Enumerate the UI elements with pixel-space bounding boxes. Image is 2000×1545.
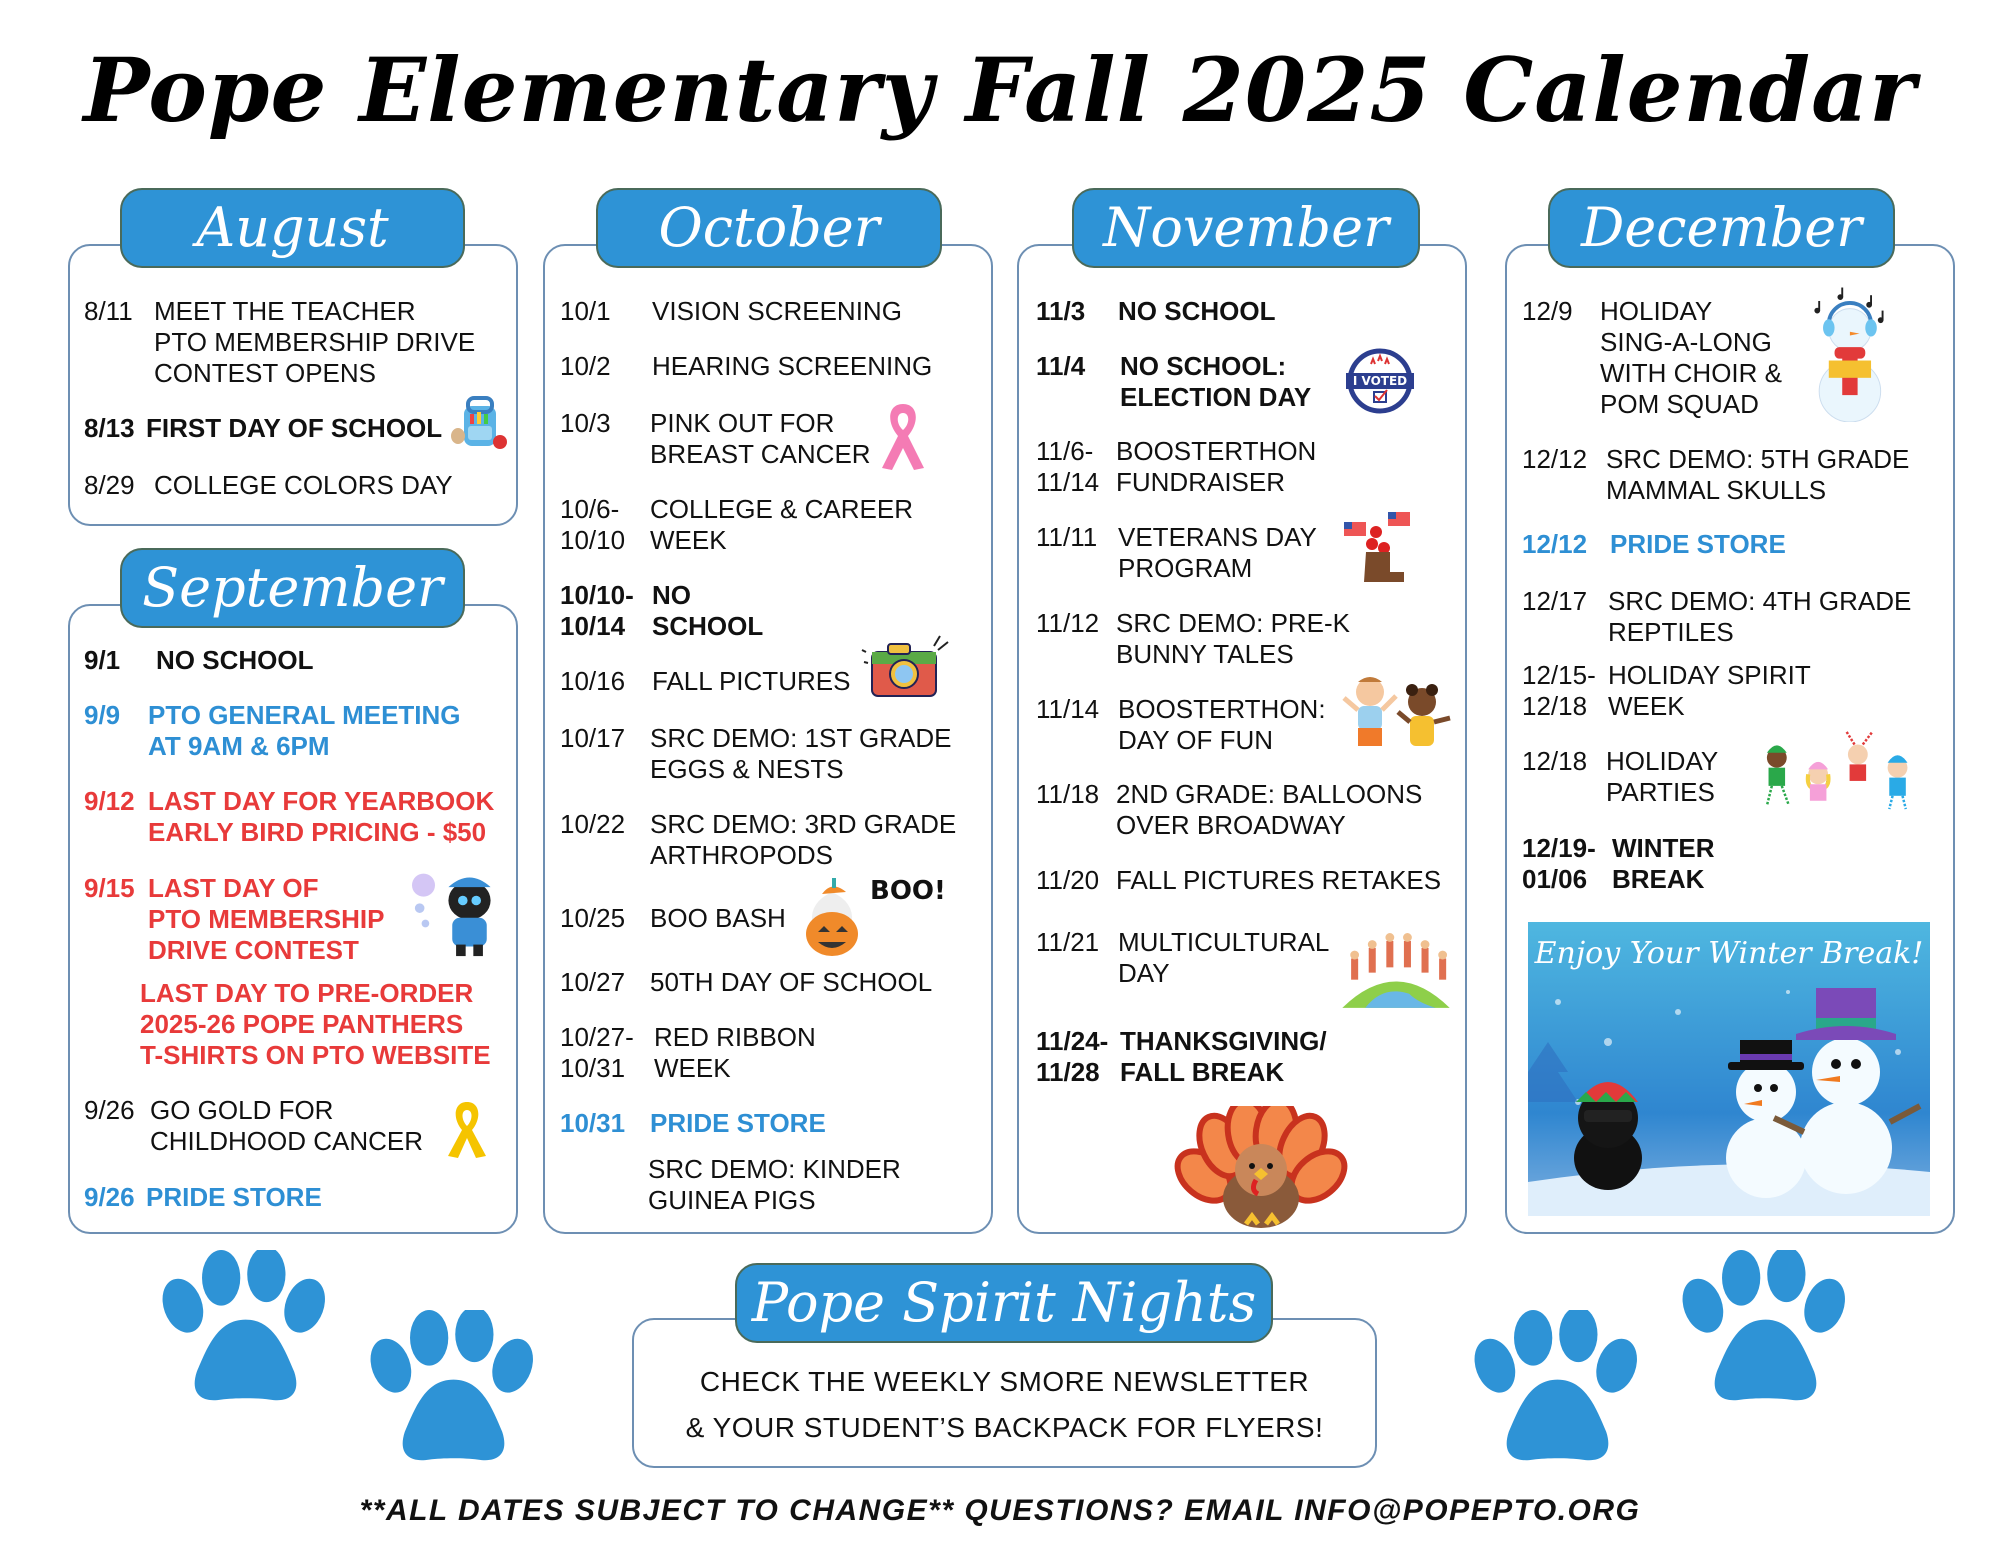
event-text: VETERANS DAY PROGRAM	[1118, 522, 1317, 583]
event-date: 9/12	[84, 786, 135, 816]
boots-flags-icon	[1340, 508, 1414, 584]
footer-note: **ALL DATES SUBJECT TO CHANGE** QUESTIONS? EMAIL INFO@POPEPTO.ORG	[359, 1494, 1641, 1527]
event-date: 9/26	[84, 1095, 135, 1125]
event-text: HOLIDAY SING-A-LONG WITH CHOIR & POM SQUAD	[1600, 296, 1782, 419]
event-date: 11/14	[1036, 694, 1100, 724]
event-date: 10/16	[560, 666, 626, 696]
event-date: 11/3	[1036, 296, 1086, 326]
event-date: 10/27- 10/31	[560, 1022, 634, 1083]
event-text: PINK OUT FOR BREAST CANCER	[650, 408, 871, 469]
event-text: SRC DEMO: 5TH GRADE MAMMAL SKULLS	[1606, 444, 1910, 505]
event-date: 11/12	[1036, 608, 1100, 638]
event-date: 11/21	[1036, 927, 1100, 957]
page-title: Pope Elementary Fall 2025 Calendar	[83, 38, 1917, 142]
event-text: WINTER BREAK	[1612, 833, 1715, 894]
event-text: FALL PICTURES RETAKES	[1116, 865, 1442, 895]
event-text: NO SCHOOL	[156, 645, 314, 675]
event-date: 11/11	[1036, 522, 1098, 552]
pink-ribbon-icon	[876, 400, 930, 474]
event-date: 10/17	[560, 723, 626, 753]
event-text: SRC DEMO: KINDER GUINEA PIGS	[648, 1154, 901, 1215]
paw-print-icon	[1470, 1310, 1645, 1470]
spirit-line-1: CHECK THE WEEKLY SMORE NEWSLETTER	[699, 1366, 1310, 1397]
event-date: 10/10- 10/14	[560, 580, 634, 641]
event-date: 10/1	[560, 296, 611, 326]
event-text: THANKSGIVING/ FALL BREAK	[1120, 1026, 1327, 1087]
paw-print-icon	[1678, 1250, 1853, 1410]
event-date: 10/25	[560, 903, 626, 933]
event-text: SRC DEMO: 1ST GRADE EGGS & NESTS	[650, 723, 952, 784]
event-text: FALL PICTURES	[652, 666, 851, 696]
event-date: 11/24- 11/28	[1036, 1026, 1109, 1087]
elves-icon	[1740, 728, 1936, 814]
event-text: PRIDE STORE	[650, 1108, 826, 1138]
event-text: SRC DEMO: PRE-K BUNNY TALES	[1116, 608, 1351, 669]
event-text: GO GOLD FOR CHILDHOOD CANCER	[150, 1095, 424, 1156]
event-date: 12/12	[1522, 529, 1588, 559]
event-date: 12/18	[1522, 746, 1588, 776]
event-text: HOLIDAY SPIRIT WEEK	[1608, 660, 1811, 721]
event-date: 10/6- 10/10	[560, 494, 626, 555]
kids-on-globe-icon	[1330, 930, 1462, 1010]
event-text: HOLIDAY PARTIES	[1606, 746, 1719, 807]
event-text: NO SCHOOL	[1118, 296, 1276, 326]
singing-snowman-icon	[1800, 276, 1896, 422]
event-text: BOO BASH	[650, 903, 786, 933]
event-text: HEARING SCREENING	[652, 351, 933, 381]
event-date: 12/15- 12/18	[1522, 660, 1596, 721]
october-header: October	[596, 188, 942, 268]
event-text: NO SCHOOL: ELECTION DAY	[1120, 351, 1312, 412]
event-date: 10/3	[560, 408, 611, 438]
event-date: 8/13	[84, 413, 135, 443]
september-header: September	[120, 548, 465, 628]
camera-icon	[858, 632, 952, 702]
event-text: SRC DEMO: 3RD GRADE ARTHROPODS	[650, 809, 957, 870]
event-date: 8/11	[84, 296, 133, 326]
backpack-icon	[450, 392, 510, 452]
event-date: 10/22	[560, 809, 626, 839]
august-header: August	[120, 188, 465, 268]
event-text: COLLEGE COLORS DAY	[154, 470, 453, 500]
event-date: 12/9	[1522, 296, 1573, 326]
spirit-line-2: & YOUR STUDENT’S BACKPACK FOR FLYERS!	[685, 1412, 1324, 1443]
event-date: 8/29	[84, 470, 135, 500]
event-date: 9/26	[84, 1182, 135, 1212]
pumpkin-ghost-icon	[800, 872, 864, 958]
turkey-icon	[1168, 1106, 1354, 1230]
spirit-nights-header: Pope Spirit Nights	[735, 1263, 1273, 1343]
event-text: RED RIBBON WEEK	[654, 1022, 816, 1083]
event-date: 10/27	[560, 967, 626, 997]
event-date: 9/15	[84, 873, 135, 903]
event-text: LAST DAY FOR YEARBOOK EARLY BIRD PRICING - $50	[148, 786, 495, 847]
event-text: NO SCHOOL	[652, 580, 764, 641]
boo-badge: BOO!	[870, 876, 946, 906]
event-date: 10/2	[560, 351, 611, 381]
event-text: MEET THE TEACHER PTO MEMBERSHIP DRIVE CONTEST OPENS	[154, 296, 476, 388]
november-header: November	[1072, 188, 1420, 268]
winter-break-banner	[1528, 922, 1930, 1216]
event-date: 11/6- 11/14	[1036, 436, 1100, 497]
december-header: December	[1548, 188, 1895, 268]
event-text: 2ND GRADE: BALLOONS OVER BROADWAY	[1116, 779, 1423, 840]
event-text: SRC DEMO: 4TH GRADE REPTILES	[1608, 586, 1912, 647]
event-text: VISION SCREENING	[652, 296, 902, 326]
event-text: MULTICULTURAL DAY	[1118, 927, 1330, 988]
event-date: 12/19- 01/06	[1522, 833, 1596, 894]
event-text: PRIDE STORE	[1610, 529, 1786, 559]
jumping-kids-icon	[1340, 672, 1454, 764]
event-date: 12/12	[1522, 444, 1588, 474]
winter-break-caption: Enjoy Your Winter Break!	[1534, 936, 1924, 971]
event-date: 11/20	[1036, 865, 1100, 895]
event-text: PTO GENERAL MEETING AT 9AM & 6PM	[148, 700, 461, 761]
event-date: 11/4	[1036, 351, 1086, 381]
event-text: BOOSTERTHON: DAY OF FUN	[1118, 694, 1326, 755]
paw-print-icon	[158, 1250, 333, 1410]
event-text: 50TH DAY OF SCHOOL	[650, 967, 933, 997]
event-text: COLLEGE & CAREER WEEK	[650, 494, 913, 555]
i-voted-label: I VOTED	[1352, 374, 1408, 388]
paw-print-icon	[366, 1310, 541, 1470]
event-text: LAST DAY TO PRE-ORDER 2025-26 POPE PANTHERS T-SHIRTS ON PTO WEBSITE	[140, 978, 491, 1070]
event-text: LAST DAY OF PTO MEMBERSHIP DRIVE CONTEST	[148, 873, 385, 965]
event-date: 9/9	[84, 700, 121, 730]
panther-bubbles-icon	[410, 866, 506, 958]
i-voted-sticker-icon	[1340, 348, 1420, 414]
event-text: PRIDE STORE	[146, 1182, 322, 1212]
event-date: 10/31	[560, 1108, 626, 1138]
event-text: FIRST DAY OF SCHOOL	[146, 413, 443, 443]
event-date: 9/1	[84, 645, 121, 675]
event-date: 11/18	[1036, 779, 1100, 809]
gold-ribbon-icon	[440, 1098, 494, 1162]
event-text: BOOSTERTHON FUNDRAISER	[1116, 436, 1317, 497]
event-date: 12/17	[1522, 586, 1588, 616]
